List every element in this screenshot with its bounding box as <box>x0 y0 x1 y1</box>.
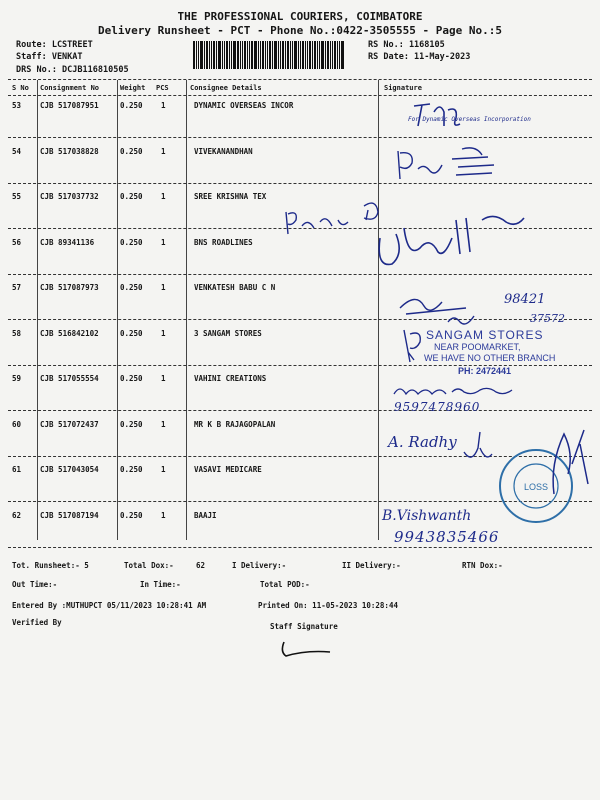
barcode-bar <box>280 41 281 69</box>
barcode-bar <box>325 41 326 69</box>
barcode-bar <box>204 41 205 69</box>
barcode-bar <box>196 41 197 69</box>
barcode-bar <box>332 41 333 69</box>
row-weight: 0.250 <box>120 465 143 474</box>
staff-label: Staff: VENKAT <box>16 52 83 62</box>
barcode-bar <box>327 41 329 69</box>
row-consignee: SREE KRISHNA TEX <box>194 192 267 201</box>
barcode-bar <box>254 41 257 69</box>
barcode-bar <box>249 41 250 69</box>
barcode-bar <box>267 41 268 69</box>
row-pcs: 1 <box>161 146 166 156</box>
row-consignee: VAHINI CREATIONS <box>194 374 267 383</box>
row-consignment: CJB 517037732 <box>40 192 99 201</box>
row-weight: 0.250 <box>120 283 143 292</box>
barcode-bar <box>282 41 284 69</box>
row-consignment: CJB 517055554 <box>40 374 99 383</box>
barcode-bar <box>224 41 225 69</box>
signature-row-60 <box>388 432 457 451</box>
barcode-bar <box>274 41 277 69</box>
barcode-bar <box>258 41 259 69</box>
total-dox-label: Total Dox:- <box>124 561 174 570</box>
row-weight: 0.250 <box>120 146 143 156</box>
barcode-bar <box>307 41 308 69</box>
row-weight: 0.250 <box>120 101 143 110</box>
row-sno: 59 <box>12 374 22 383</box>
barcode-bar <box>341 41 344 69</box>
barcode-bar <box>319 41 320 69</box>
ii-delivery: II Delivery:- <box>342 561 401 570</box>
barcode-bar <box>314 41 316 69</box>
drs-number: DRS No.: DCJB116810505 <box>16 65 129 75</box>
handwritten-number-2: 37572 <box>530 312 565 325</box>
row-divider <box>8 137 592 138</box>
row-consignee: VENKATESH BABU C N <box>194 283 276 292</box>
col-sno: S No <box>12 84 29 92</box>
stamp-store-name: SANGAM STORES <box>426 328 544 342</box>
handwritten-number: 98421 <box>504 292 546 307</box>
row-weight: 0.250 <box>120 510 143 520</box>
barcode-bar <box>237 41 239 69</box>
row-pcs: 1 <box>161 237 166 247</box>
i-delivery: I Delivery:- <box>232 561 287 570</box>
staff-signature <box>278 638 338 666</box>
row-pcs: 1 <box>161 283 166 292</box>
row-sno: 62 <box>12 510 22 520</box>
col-consignee: Consignee Details <box>190 84 262 92</box>
barcode-bar <box>218 41 221 69</box>
handwritten-phone: 9943835466 <box>394 528 500 546</box>
handwritten-phone: 9597478960 <box>394 400 481 414</box>
barcode-bar <box>269 41 271 69</box>
row-weight: 0.250 <box>120 328 143 338</box>
barcode-bar <box>290 41 291 69</box>
row-weight: 0.250 <box>120 237 143 247</box>
barcode-bar <box>240 41 241 69</box>
row-divider <box>8 410 592 411</box>
barcode-bar <box>305 41 306 69</box>
row-pcs: 1 <box>161 192 166 201</box>
barcode-bar <box>317 41 318 69</box>
stamp-note: WE HAVE NO OTHER BRANCH <box>424 353 556 363</box>
col-consignment: Consignment No <box>40 84 100 92</box>
row-sno: 57 <box>12 283 22 292</box>
row-pcs: 1 <box>161 510 166 520</box>
row-sno: 55 <box>12 192 22 201</box>
signature-row-53 <box>400 98 590 132</box>
row-consignment: CJB 517038828 <box>40 146 99 156</box>
row-sno: 56 <box>12 237 22 247</box>
total-dox-value: 62 <box>196 561 206 570</box>
row-consignee: BAAJI <box>194 510 217 520</box>
barcode-bar <box>247 41 248 69</box>
barcode-bar <box>242 41 243 69</box>
barcode-bar <box>287 41 289 69</box>
signature-row-54 <box>392 145 512 189</box>
row-pcs: 1 <box>161 419 166 429</box>
runsheet-subtitle: Delivery Runsheet - PCT - Phone No.:0422-3505555 - Page No.:5 <box>98 24 502 37</box>
row-consignment: CJB 89341136 <box>40 237 95 247</box>
row-pcs: 1 <box>161 465 166 474</box>
barcode-bar <box>209 41 210 69</box>
barcode-bar <box>272 41 273 69</box>
row-consignment: CJB 517087951 <box>40 101 99 110</box>
row-consignment: CJB 517087194 <box>40 510 99 520</box>
rtn-dox: RTN Dox:- <box>462 561 503 570</box>
row-consignee: VASAVI MEDICARE <box>194 465 262 474</box>
staff-signature-label: Staff Signature <box>270 622 338 631</box>
barcode-bar <box>260 41 261 69</box>
route-label: Route: LCSTREET <box>16 40 93 50</box>
handwritten-name: A. Radhy <box>388 433 457 451</box>
barcode-bar <box>251 41 253 69</box>
row-sno: 60 <box>12 419 22 429</box>
out-time: Out Time:- <box>12 580 58 589</box>
barcode <box>193 41 359 69</box>
barcode-bar <box>337 41 338 69</box>
printed-on: Printed On: 11-05-2023 10:28:44 <box>258 601 398 610</box>
row-consignment: CJB 517043054 <box>40 465 99 474</box>
barcode-bar <box>262 41 264 69</box>
barcode-bar <box>226 41 228 69</box>
in-time: In Time:- <box>140 580 181 589</box>
row-consignee: VIVEKANANDHAN <box>194 146 253 156</box>
header-bottom-rule <box>8 95 592 96</box>
barcode-bar <box>216 41 217 69</box>
row-consignee: BNS ROADLINES <box>194 237 253 247</box>
signature-row-59 <box>392 382 532 414</box>
barcode-bar <box>233 41 236 69</box>
row-consignment: CJB 516842102 <box>40 328 99 338</box>
barcode-bar <box>302 41 304 69</box>
row-weight: 0.250 <box>120 192 143 201</box>
barcode-bar <box>198 41 199 69</box>
barcode-bar <box>211 41 212 69</box>
barcode-bar <box>285 41 286 69</box>
barcode-bar <box>193 41 195 69</box>
barcode-bar <box>244 41 246 69</box>
row-sno: 54 <box>12 146 22 156</box>
barcode-bar <box>229 41 230 69</box>
rs-number: RS No.: 1168105 <box>368 40 445 50</box>
barcode-bar <box>300 41 301 69</box>
barcode-bar <box>292 41 293 69</box>
stamp-address: NEAR POOMARKET, <box>434 342 521 352</box>
row-consignee: DYNAMIC OVERSEAS INCOR <box>194 101 294 110</box>
barcode-bar <box>222 41 223 69</box>
row-pcs: 1 <box>161 328 166 338</box>
company-stamp-text: For Dynamic Overseas Incorporation <box>408 116 531 123</box>
barcode-bar <box>278 41 279 69</box>
rs-date: RS Date: 11-May-2023 <box>368 52 471 62</box>
stamp-phone: PH: 2472441 <box>458 366 512 376</box>
barcode-bar <box>265 41 266 69</box>
barcode-bar <box>334 41 336 69</box>
barcode-bar <box>200 41 203 69</box>
svg-text:LOSS: LOSS <box>523 482 549 492</box>
barcode-bar <box>309 41 311 69</box>
signature-row-61 <box>544 424 594 508</box>
company-title: THE PROFESSIONAL COURIERS, COIMBATORE <box>177 10 423 23</box>
total-pod: Total POD:- <box>260 580 310 589</box>
barcode-bar <box>298 41 299 69</box>
verified-by: Verified By <box>12 618 62 627</box>
barcode-bar <box>294 41 297 69</box>
col-weight: Weight <box>120 84 146 92</box>
row-consignment: CJB 517087973 <box>40 283 99 292</box>
signature-row-55-56 <box>280 198 530 282</box>
row-weight: 0.250 <box>120 374 143 383</box>
row-sno: 53 <box>12 101 22 110</box>
row-pcs: 1 <box>161 101 166 110</box>
tot-runsheet: Tot. Runsheet:- 5 <box>12 561 89 570</box>
handwritten-name: B.Vishwanth <box>382 508 472 524</box>
row-sno: 61 <box>12 465 22 474</box>
row-consignment: CJB 517072437 <box>40 419 99 429</box>
barcode-bar <box>339 41 340 69</box>
row-weight: 0.250 <box>120 419 143 429</box>
row-sno: 58 <box>12 328 22 338</box>
header-top-rule <box>8 79 592 80</box>
row-consignee: MR K B RAJAGOPALAN <box>194 419 276 429</box>
col-signature: Signature <box>384 84 422 92</box>
barcode-bar <box>206 41 208 69</box>
barcode-bar <box>321 41 324 69</box>
row-divider <box>8 547 592 548</box>
row-consignee: 3 SANGAM STORES <box>194 328 262 338</box>
col-pcs: PCS <box>156 84 169 92</box>
barcode-bar <box>213 41 215 69</box>
barcode-bar <box>312 41 313 69</box>
row-pcs: 1 <box>161 374 166 383</box>
barcode-bar <box>231 41 232 69</box>
entered-by: Entered By :MUTHUPCT 05/11/2023 10:28:41 AM <box>12 601 207 610</box>
barcode-bar <box>330 41 331 69</box>
sangam-stores-stamp <box>400 322 590 382</box>
